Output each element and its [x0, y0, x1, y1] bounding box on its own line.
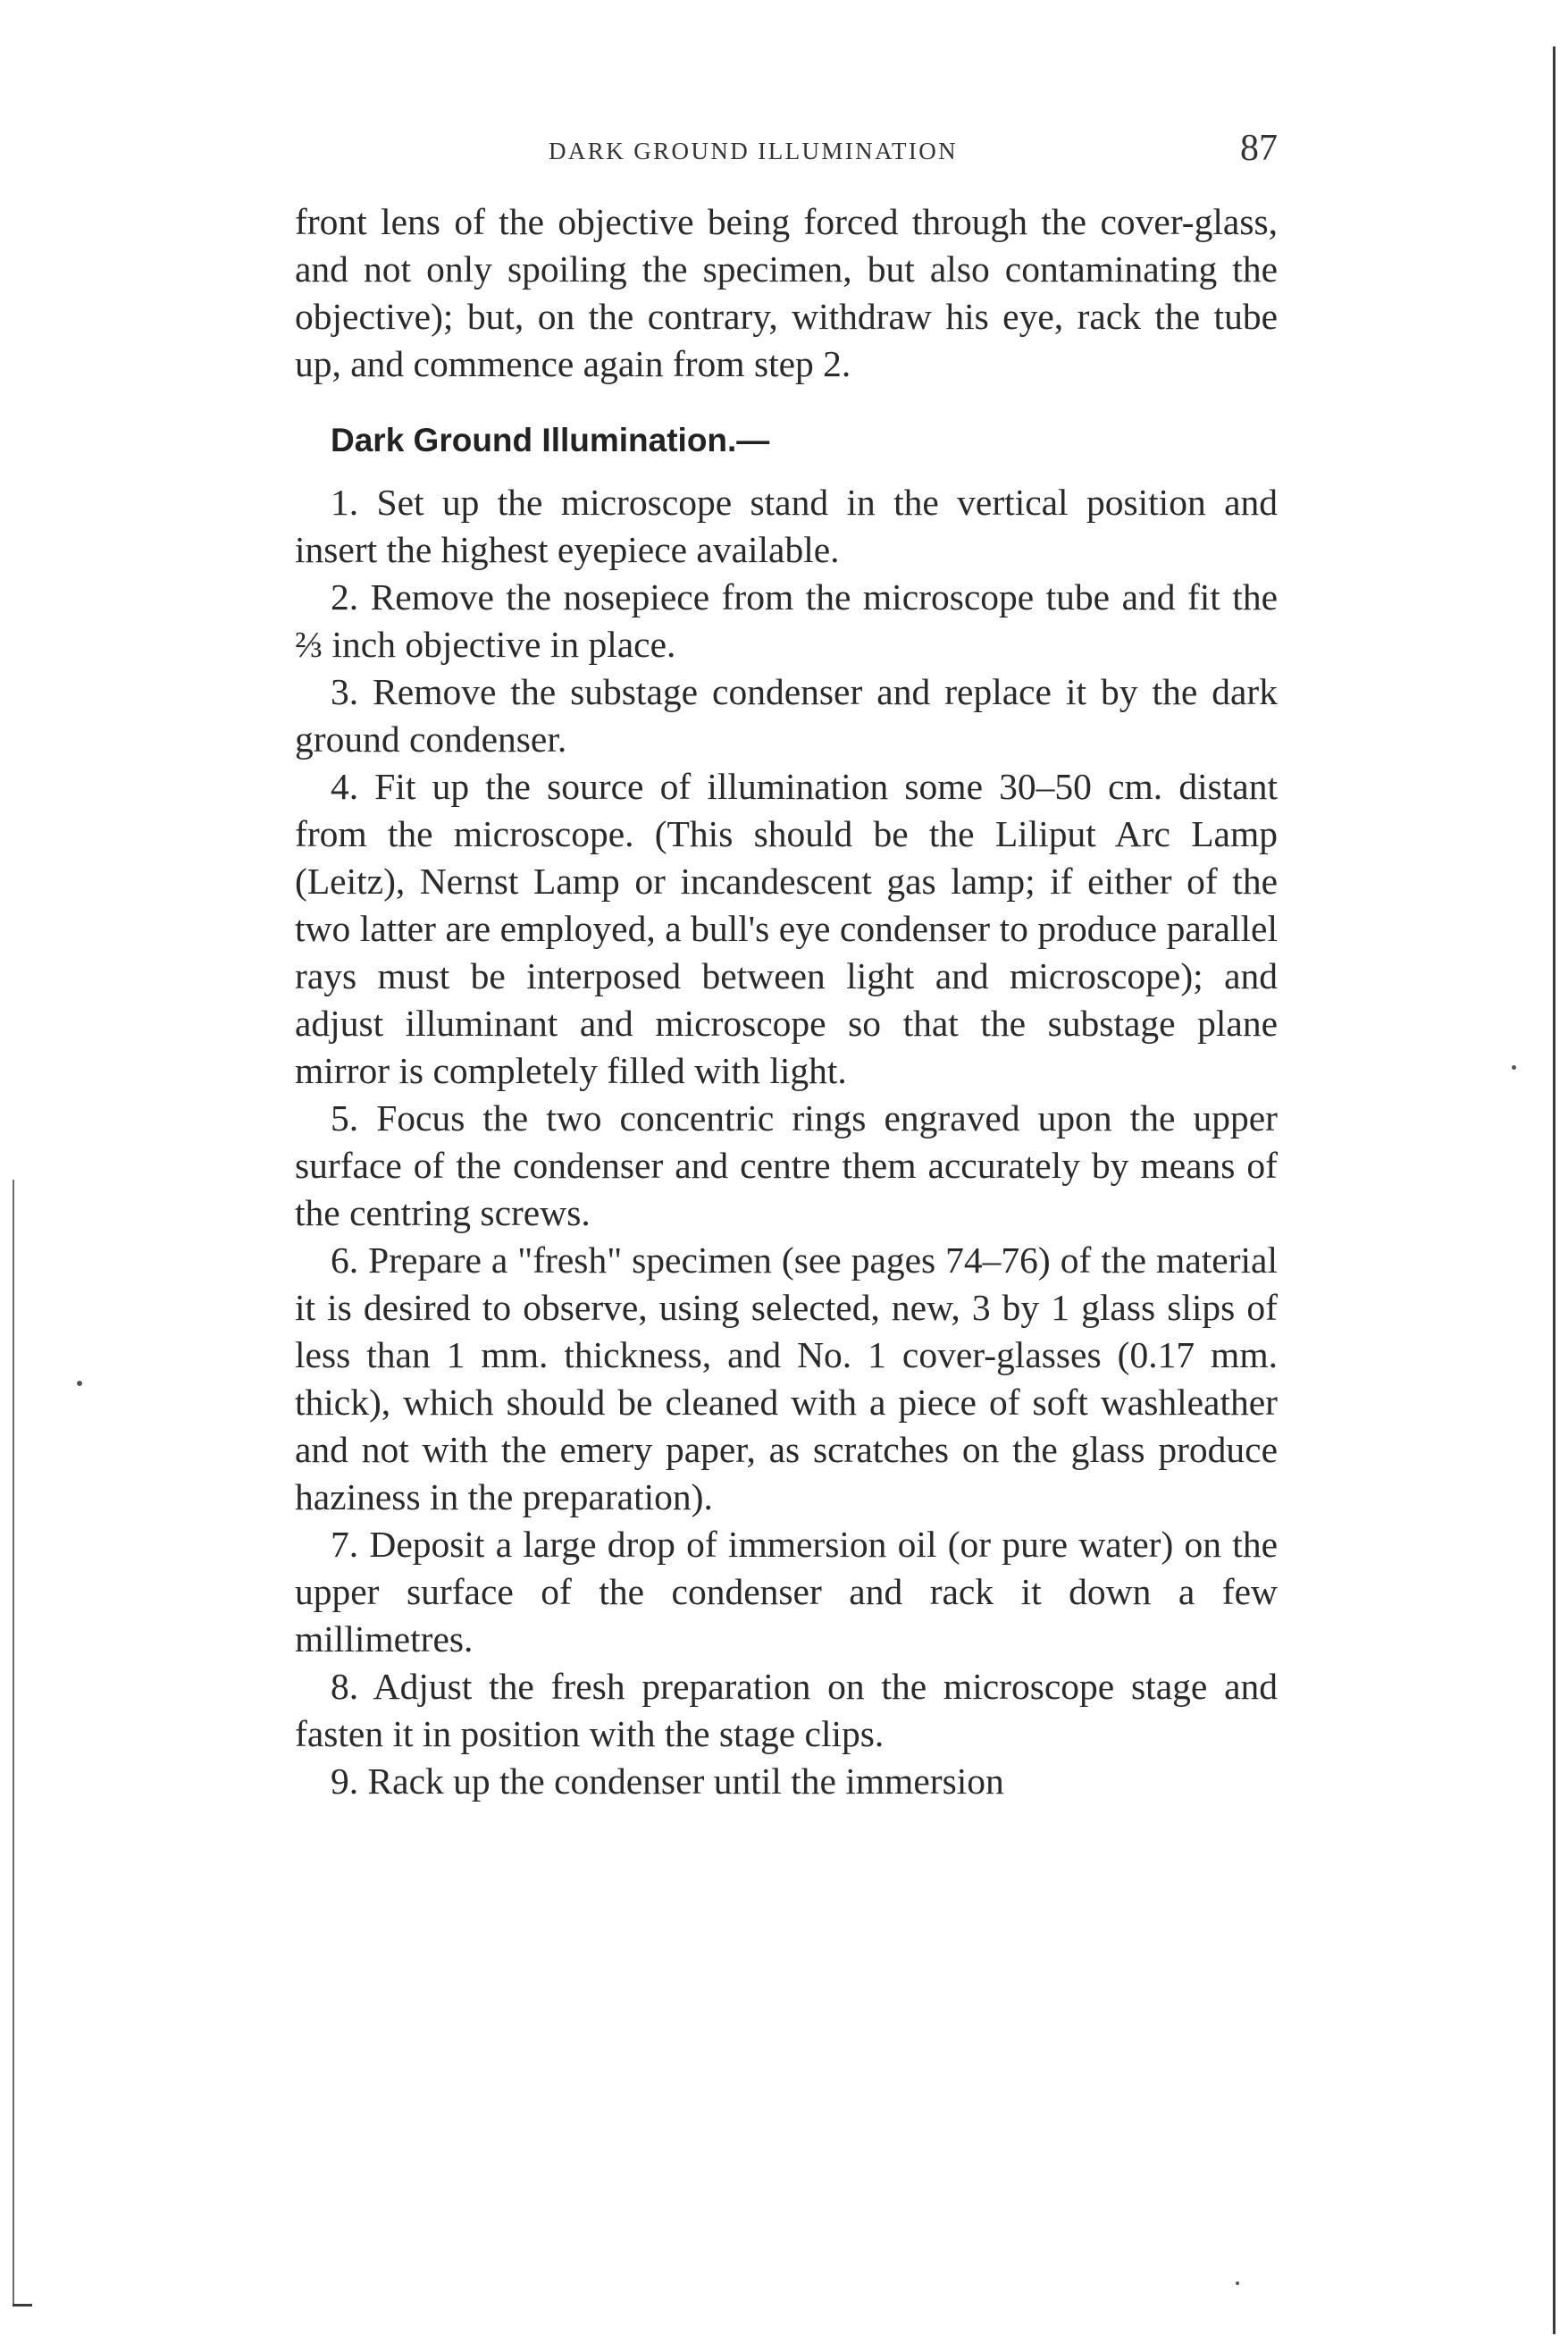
page-edge-left-foot	[13, 2304, 32, 2307]
step-4: 4. Fit up the source of illumination some 30–50 cm. distant from the microscope. (This should be the Liliput Arc Lamp (Leitz), Nernst Lamp or incandescent gas lamp; if either of the two latter are employed, a bull's eye condenser to produce parallel rays must be interposed between light and microscope); and adjust illuminant and microscope so that the substage plane mirror is completely filled with light.	[295, 766, 1278, 1091]
step-1: 1. Set up the microscope stand in the vertical position and insert the highest eyepiece available.	[295, 482, 1278, 570]
step-8: 8. Adjust the fresh preparation on the microscope stage and fasten it in position with the stage clips.	[295, 1666, 1278, 1754]
page-body	[295, 198, 1278, 1805]
page-edge-left	[13, 1180, 14, 2306]
step-2: 2. Remove the nosepiece from the microscope tube and fit the ⅔ inch objective in place.	[295, 576, 1278, 665]
step-3: 3. Remove the substage condenser and replace it by the dark ground condenser.	[295, 671, 1278, 760]
page-header	[295, 128, 1278, 186]
page-edge-right	[1553, 46, 1555, 2334]
section-heading: Dark Ground Illumination.—	[331, 422, 770, 458]
speck	[1512, 1065, 1516, 1070]
step-6: 6. Prepare a "fresh" specimen (see pages 74–76) of the material it is desired to observe, using selected, new, 3 by 1 glass slips of less than 1 mm. thickness, and No. 1 cover-glasses (0.17 mm. thick), which should be cleaned with a piece of soft washleather and not with the emery paper, as scratches on the glass produce haziness in the preparation).	[295, 1239, 1278, 1517]
step-5: 5. Focus the two concentric rings engraved upon the upper surface of the condenser and centre them accurately by means of the centring screws.	[295, 1097, 1278, 1233]
page-number: 87	[1240, 128, 1278, 169]
continuation-paragraph: front lens of the objective being forced through the cover-glass, and not only spoiling the specimen, but also contaminating the objective); but, on the contrary, withdraw his eye, rack the tube up, and commence again from step 2.	[295, 201, 1278, 384]
step-7: 7. Deposit a large drop of immersion oil (or pure water) on the upper surface of the condenser and rack it down a few millimetres.	[295, 1524, 1278, 1660]
running-head: DARK GROUND ILLUMINATION	[549, 138, 959, 164]
step-9: 9. Rack up the condenser until the immersion	[331, 1760, 1004, 1802]
speck	[1236, 2281, 1239, 2285]
speck	[77, 1381, 82, 1386]
